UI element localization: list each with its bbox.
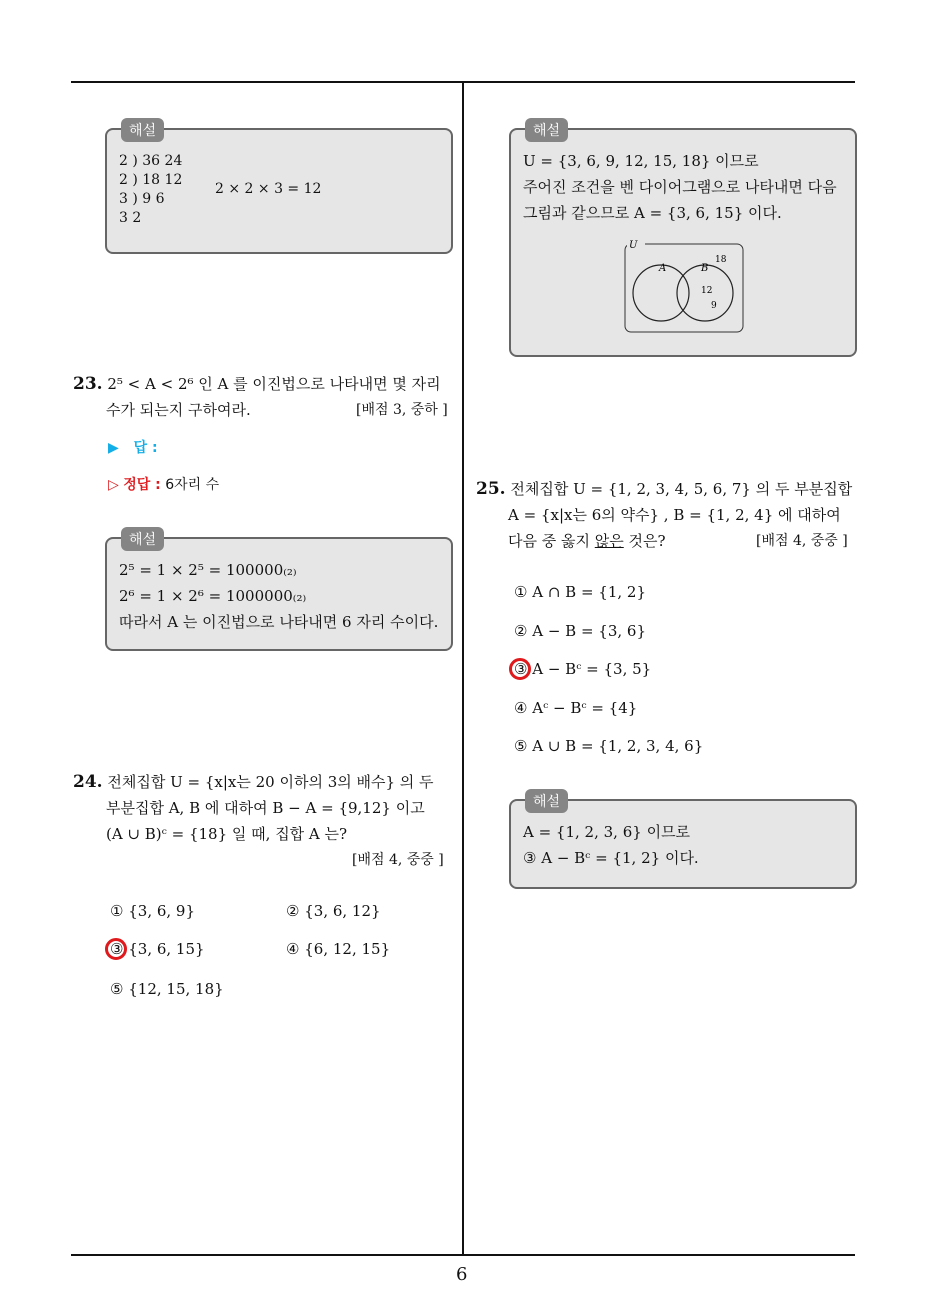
q24-score: [배점 4, 중중 ]: [352, 852, 444, 868]
q25-selected-circle: [509, 658, 531, 680]
venn-number-12: 12: [701, 286, 713, 296]
gcd-result: 2 × 2 × 3 = 12: [215, 181, 322, 197]
option-text: A − Bᶜ = {3, 5}: [532, 660, 652, 678]
answer-label: 답 :: [133, 440, 158, 456]
option-text: {6, 12, 15}: [304, 940, 391, 958]
explain-line: 2⁶ = 1 × 2⁶ = 1000000₍₂₎: [119, 587, 307, 605]
q23-text-2: 수가 되는지 구하여라.: [106, 401, 251, 419]
q25-explain-box: [509, 794, 857, 889]
q25-text-3a: 다음 중 옳지: [508, 532, 595, 550]
q24-option-4[interactable]: [286, 940, 390, 958]
q24-option-5[interactable]: [110, 980, 224, 998]
explain-tag: 해설: [525, 789, 568, 813]
explain-line: 그림과 같으므로 A = {3, 6, 15} 이다.: [523, 204, 782, 222]
venn-label-b: B: [701, 263, 709, 274]
option-mark: ①: [514, 583, 528, 601]
q25-option-1[interactable]: [514, 583, 646, 601]
venn-number-18: 18: [715, 255, 727, 265]
option-mark: ④: [514, 699, 528, 717]
q24-selected-circle: [105, 938, 127, 960]
q24-text-1: 전체집합 U = {x|x는 20 이하의 3의 배수} 의 두: [107, 773, 434, 791]
option-text: {3, 6, 9}: [128, 902, 196, 920]
q25-option-2[interactable]: [514, 622, 646, 640]
q25-option-3[interactable]: [514, 660, 651, 678]
q22-explain-box: [105, 123, 453, 254]
explain-tag: 해설: [525, 118, 568, 142]
option-text: {3, 6, 12}: [304, 902, 381, 920]
option-text: A ∩ B = {1, 2}: [532, 583, 647, 601]
explain-tag: 해설: [121, 118, 164, 142]
q24-text-2: 부분집합 A, B 에 대하여 B − A = {9,12} 이고: [106, 799, 425, 817]
q25-underlined: 않은: [594, 532, 624, 550]
q23-explain-box: [105, 532, 453, 651]
explain-line: 따라서 A 는 이진법으로 나타내면 6 자리 수이다.: [119, 613, 439, 631]
explain-line: 주어진 조건을 벤 다이어그램으로 나타내면 다음: [523, 178, 837, 196]
option-mark: ①: [110, 902, 124, 920]
explain-line: A = {1, 2, 3, 6} 이므로: [523, 823, 691, 841]
q24-explain-box: [509, 123, 857, 357]
venn-diagram: [623, 238, 747, 334]
division-row: 2 ) 18 12: [119, 172, 183, 188]
option-mark: ③: [514, 660, 528, 678]
play-outline-icon: ▷: [108, 477, 119, 493]
q25-text-3: [508, 528, 666, 554]
option-text: Aᶜ − Bᶜ = {4}: [532, 699, 638, 717]
q24-option-1[interactable]: [110, 902, 195, 920]
q25-line1: [476, 476, 852, 502]
q23-line1: [73, 371, 441, 397]
option-mark: ④: [286, 940, 300, 958]
division-table: [119, 152, 182, 228]
q24-line1: [73, 769, 434, 795]
q23-answer-line: [108, 437, 158, 457]
venn-label-u: U: [629, 240, 638, 251]
explain-line: U = {3, 6, 9, 12, 15, 18} 이므로: [523, 152, 759, 170]
explain-line: 2⁵ = 1 × 2⁵ = 100000₍₂₎: [119, 561, 297, 579]
q24-number: 24.: [73, 772, 103, 792]
option-mark: ⑤: [110, 980, 124, 998]
page-number: 6: [456, 1264, 468, 1285]
q25-option-5[interactable]: [514, 737, 703, 755]
q23-text-1: 2⁵ < A < 2⁶ 인 A 를 이진법으로 나타내면 몇 자리: [107, 375, 441, 393]
q25-score: [배점 4, 중중 ]: [756, 533, 848, 549]
correct-value: 6자리 수: [165, 477, 220, 493]
option-mark: ③: [110, 940, 124, 958]
q23-score: [배점 3, 중하 ]: [356, 402, 448, 418]
column-divider: [462, 82, 464, 1256]
option-mark: ②: [514, 622, 528, 640]
q25-text-2: A = {x|x는 6의 약수} , B = {1, 2, 4} 에 대하여: [508, 506, 841, 524]
q23-correct-line: [108, 474, 219, 494]
division-row: 2 ) 36 24: [119, 153, 183, 169]
q24-text-3: (A ∪ B)ᶜ = {18} 일 때, 집합 A 는?: [106, 825, 348, 843]
venn-number-9: 9: [711, 301, 717, 311]
venn-label-a: A: [659, 263, 667, 274]
division-row: 3 ) 9 6: [119, 191, 165, 207]
q25-number: 25.: [476, 479, 506, 499]
q23-number: 23.: [73, 374, 103, 394]
option-text: {12, 15, 18}: [128, 980, 224, 998]
q25-option-4[interactable]: [514, 699, 637, 717]
explain-tag: 해설: [121, 527, 164, 551]
correct-label: 정답 :: [123, 477, 161, 493]
option-mark: ⑤: [514, 737, 528, 755]
option-mark: ②: [286, 902, 300, 920]
q24-option-2[interactable]: [286, 902, 381, 920]
q25-text-3b: 것은?: [623, 532, 666, 550]
option-text: A − B = {3, 6}: [532, 622, 647, 640]
division-row: 3 2: [119, 210, 142, 226]
explain-line: ③ A − Bᶜ = {1, 2} 이다.: [523, 849, 699, 867]
option-text: {3, 6, 15}: [128, 940, 205, 958]
option-text: A ∪ B = {1, 2, 3, 4, 6}: [532, 737, 704, 755]
q25-text-1: 전체집합 U = {1, 2, 3, 4, 5, 6, 7} 의 두 부분집합: [510, 480, 853, 498]
play-icon: ▶: [108, 440, 119, 456]
